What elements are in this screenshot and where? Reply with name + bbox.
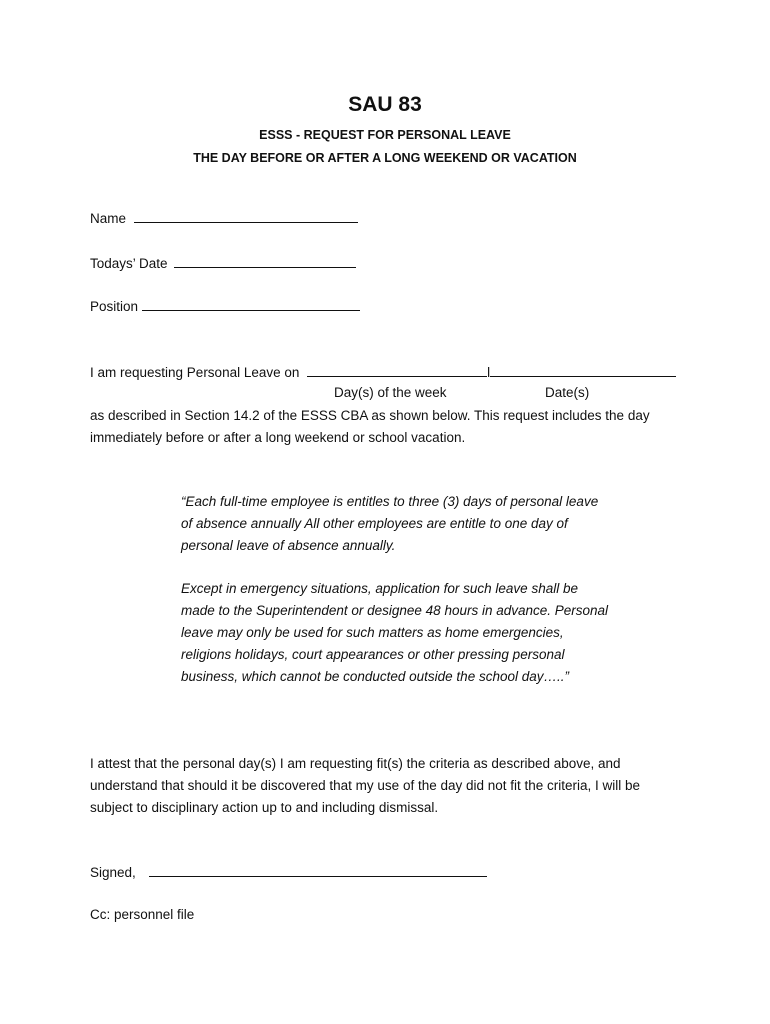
- dates-caption: Date(s): [545, 385, 590, 400]
- name-label: Name: [90, 211, 127, 226]
- form-subtitle-secondary: THE DAY BEFORE OR AFTER A LONG WEEKEND OR VACATION: [193, 151, 577, 165]
- signature-label: Signed,: [90, 865, 136, 880]
- position-field-row: [90, 298, 360, 314]
- quote-paragraph-2: Except in emergency situations, application for such leave shall be made to the Superintendent or designee 48 hours in advance. Personal leave may only be used for such matters as home emergencies, religions holidays, court appearances or other pressing personal business, which cannot be conducted outside the school day…..”: [181, 581, 609, 684]
- request-intro: I am requesting Personal Leave on: [90, 365, 300, 380]
- dates-blank[interactable]: [490, 364, 676, 377]
- date-field-row: [90, 255, 356, 271]
- leave-request-row: [90, 364, 676, 380]
- name-blank[interactable]: [134, 210, 358, 223]
- name-field-row: [90, 210, 358, 226]
- document-title: SAU 83: [348, 93, 422, 116]
- signature-row: [90, 864, 487, 880]
- attestation-paragraph: I attest that the personal day(s) I am requesting fit(s) the criteria as described above, and understand that should it be discovered that my use of the day did not fit the criteria, I will be subject to disciplinary action up to and including dismissal.: [90, 756, 641, 815]
- position-blank[interactable]: [142, 298, 360, 311]
- cc-note: Cc: personnel file: [90, 907, 195, 922]
- days-caption: Day(s) of the week: [334, 385, 447, 400]
- separator-mark: l: [487, 365, 491, 380]
- position-label: Position: [90, 299, 139, 314]
- date-label: Todays’ Date: [90, 256, 168, 271]
- form-subtitle: ESSS - REQUEST FOR PERSONAL LEAVE: [259, 128, 511, 142]
- signature-blank[interactable]: [149, 864, 487, 877]
- request-description: as described in Section 14.2 of the ESSS CBA as shown below. This request includes the day immediately before or after a long weekend or school vacation.: [90, 408, 650, 445]
- date-blank[interactable]: [174, 255, 356, 268]
- days-of-week-blank[interactable]: [307, 364, 487, 377]
- quote-paragraph-1: “Each full-time employee is entitles to three (3) days of personal leave of absence annually All other employees are entitle to one day of personal leave of absence annually.: [181, 494, 599, 553]
